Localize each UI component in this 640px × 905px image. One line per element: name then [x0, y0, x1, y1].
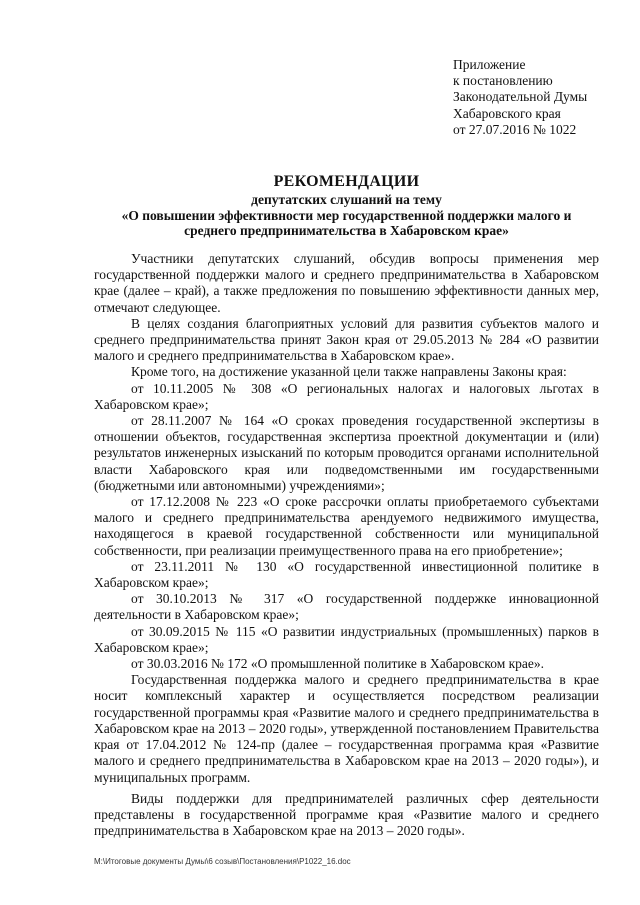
document-body: [94, 251, 599, 839]
law-item: от 30.10.2013 № 317 «О государственной поддержке инновационной деятельности в Хабаровском крае»;: [94, 591, 599, 623]
paragraph: В целях создания благоприятных условий для развития субъектов малого и среднего предпринимательства принят Закон края от 29.05.2013 № 284 «О развитии малого и среднего предпринимательства в Хабаровском крае».: [94, 315, 599, 364]
paragraph: Государственная поддержка малого и среднего предпринимательства в крае носит комплексный характер и осуществляется посредством реализации государственной программы края «Развитие малого и среднего предпринимательства в Хабаровском крае на 2013 – 2020 годы», утвержденной постановлением Правительства края от 17.04.2012 № 124-пр (далее – государственная программа края «Развитие малого и среднего предпринимательства в Хабаровском крае на 2013 – 2020 годы»), и муниципальных программ.: [94, 672, 599, 785]
law-item: от 28.11.2007 № 164 «О сроках проведения государственной экспертизы в отношении объектов, государственная экспертиза проектной документации и (или) результатов инженерных изысканий по которым проводится органами исполнительной власти Хабаровского края или подведомственными им государственными (бюджетными или автономными) учреждениями»;: [94, 413, 599, 493]
appendix-line: от 27.07.2016 № 1022: [453, 121, 577, 137]
law-item: от 23.11.2011 № 130 «О государственной инвестиционной политике в Хабаровском крае»;: [94, 558, 599, 591]
appendix-line: Хабаровского края: [453, 105, 561, 121]
appendix-line: Приложение: [453, 57, 526, 72]
title-topic: среднего предпринимательства в Хабаровском крае»: [184, 223, 509, 238]
paragraph: Виды поддержки для предпринимателей различных сфер деятельности представлены в государственной программе края «Развитие малого и среднего предпринимательства в Хабаровском крае на 2013 – 2020 годы».: [94, 790, 599, 839]
paragraph: Кроме того, на достижение указанной цели также направлены Законы края:: [131, 364, 567, 380]
title-subtitle: депутатских слушаний на тему: [251, 192, 442, 207]
law-item: от 17.12.2008 № 223 «О сроке рассрочки оплаты приобретаемого субъектами малого и среднего предпринимательства арендуемого недвижимого имущества, находящегося в краевой государственной собственности или муниципальной собственности, при реализации преимущественного права на его приобретение»;: [94, 494, 599, 558]
document-title: [94, 172, 599, 239]
appendix-header: [453, 57, 587, 138]
title-topic: «О повышении эффективности мер государственной поддержки малого и: [121, 207, 572, 223]
law-item: от 10.11.2005 № 308 «О региональных налогах и налоговых льготах в Хабаровском крае»;: [94, 380, 599, 412]
law-item: от 30.09.2015 № 115 «О развитии индустриальных (промышленных) парков в Хабаровском крае»;: [94, 623, 599, 655]
file-path-footer: M:\Итоговые документы Думы\6 созыв\Постановления\P1022_16.doc: [94, 857, 351, 866]
appendix-line: Законодательной Думы: [453, 89, 588, 105]
title-main: РЕКОМЕНДАЦИИ: [273, 173, 420, 190]
paragraph: Участники депутатских слушаний, обсудив вопросы применения мер государственной поддержки малого и среднего предпринимательства в Хабаровском крае (далее – край), а также предложения по повышению эффективности данных мер, отмечают следующее.: [94, 251, 599, 315]
law-item: от 30.03.2016 № 172 «О промышленной политике в Хабаровском крае».: [131, 656, 545, 672]
appendix-line: к постановлению: [453, 73, 553, 89]
